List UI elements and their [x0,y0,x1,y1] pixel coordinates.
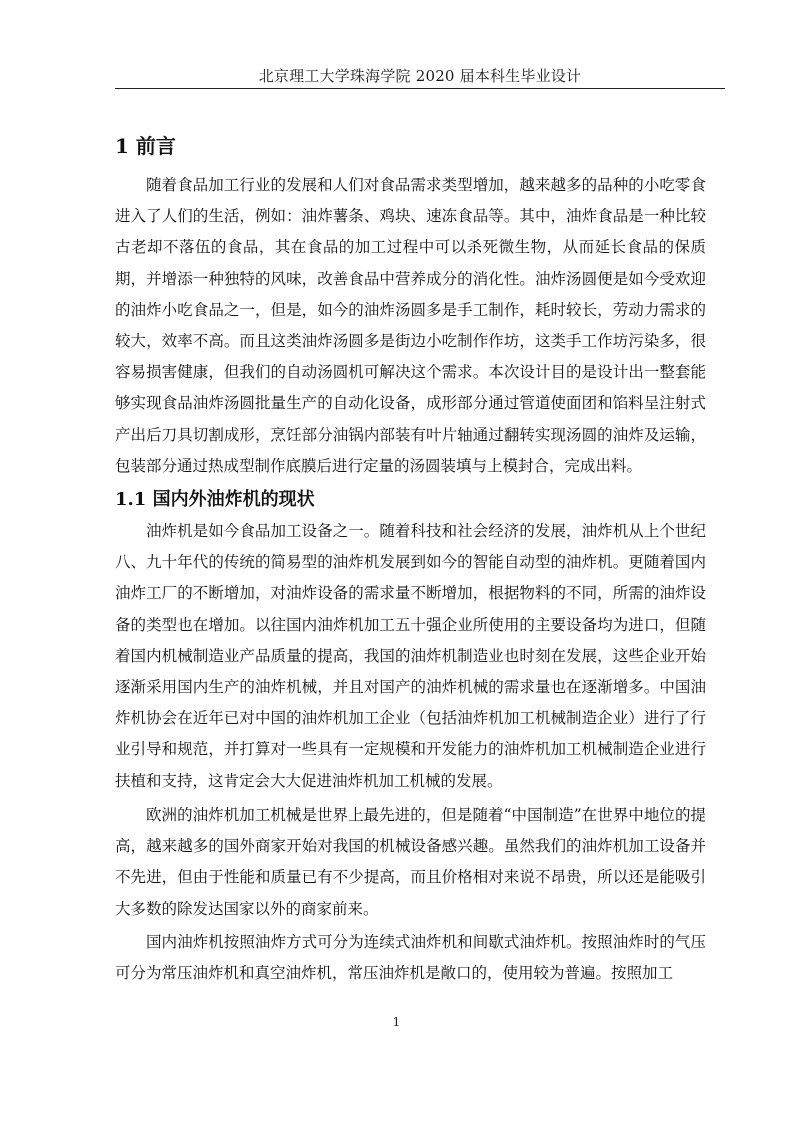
running-header: 北京理工大学珠海学院 2020 届本科生毕业设计 [258,67,582,85]
section-heading: 1 前言 [115,134,176,158]
header-divider [115,88,725,89]
body-paragraph: 欧洲的油炸机加工机械是世界上最先进的，但是随着“中国制造”在世界中地位的提高，越来越多的国外商家开始对我国的机械设备感兴趣。虽然我们的油炸机加工设备并不先进，但由于性能和质量已有不少提高，而且价格相对来说不昂贵，所以还是能吸引大多数的除发达国家以外的商家前来。 [115,806,706,918]
subsection-heading: 1.1 国内外油炸机的现状 [115,489,315,510]
body-paragraph: 国内油炸机按照油炸方式可分为连续式油炸机和间歇式油炸机。按照油炸时的气压可分为常压油炸机和真空油炸机，常压油炸机是敞口的，使用较为普遍。按照加工 [115,933,706,983]
page-number: 1 [392,1015,401,1029]
body-paragraph: 油炸机是如今食品加工设备之一。随着科技和社会经济的发展，油炸机从上个世纪八、九十年代的传统的简易型的油炸机发展到如今的智能自动型的油炸机。更随着国内油炸工厂的不断增加，对油炸设备的需求量不断增加，根据物料的不同，所需的油炸设备的类型也在增加。以往国内油炸机加工五十强企业所使用的主要设备均为进口，但随着国内机械制造业产品质量的提高，我国的油炸机制造业也时刻在发展，这些企业开始逐渐采用国内生产的油炸机械，并且对国产的油炸机械的需求量也在逐渐增多。中国油炸机协会在近年已对中国的油炸机加工企业（包括油炸机加工机械制造企业）进行了行业引导和规范，并打算对一些具有一定规模和开发能力的油炸机加工机械制造企业进行扶植和支持，这肯定会大大促进油炸机加工机械的发展。 [115,522,706,790]
body-paragraph: 随着食品加工行业的发展和人们对食品需求类型增加，越来越多的品种的小吃零食进入了人们的生活，例如：油炸薯条、鸡块、速冻食品等。其中，油炸食品是一种比较古老却不落伍的食品，其在食品的加工过程中可以杀死微生物，从而延长食品的保质期，并增添一种独特的风味，改善食品中营养成分的消化性。油炸汤圆便是如今受欢迎的油炸小吃食品之一，但是，如今的油炸汤圆多是手工制作，耗时较长，劳动力需求的较大，效率不高。而且这类油炸汤圆多是街边小吃制作作坊，这类手工作坊污染多，很容易损害健康，但我们的自动汤圆机可解决这个需求。本次设计目的是设计出一整套能够实现食品油炸汤圆批量生产的自动化设备，成形部分通过管道使面团和馅料呈注射式产出后刀具切割成形，烹饪部分油锅内部装有叶片轴通过翻转实现汤圆的油炸及运输，包装部分通过热成型制作底膜后进行定量的汤圆装填与上模封合，完成出料。 [115,176,706,475]
